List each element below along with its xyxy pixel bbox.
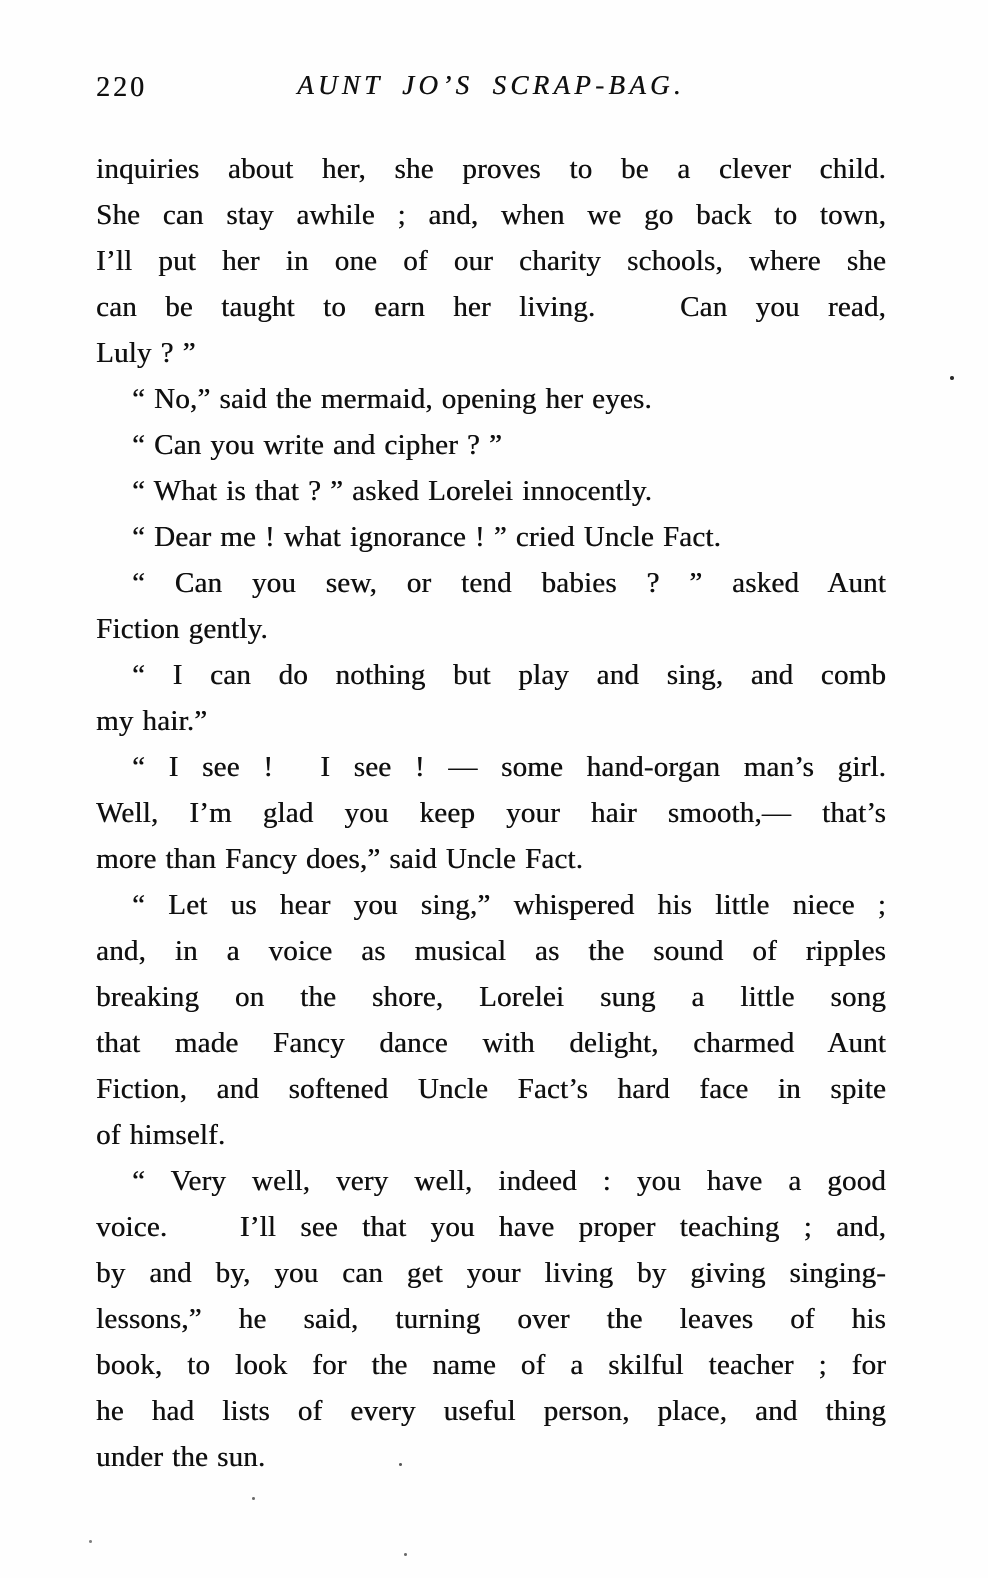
- scan-speck: [950, 376, 954, 380]
- text-line: and, in a voice as musical as the sound of ripples: [96, 935, 886, 967]
- text-line: I’ll put her in one of our charity schools, where she: [96, 245, 886, 277]
- text-line: breaking on the shore, Lorelei sung a little song: [96, 981, 886, 1013]
- text-line: Fiction, and softened Uncle Fact’s hard face in spite: [96, 1073, 886, 1105]
- text-line: “ Very well, very well, indeed : you have a good: [132, 1165, 886, 1197]
- page-header: [96, 70, 886, 110]
- text-line: “ What is that ? ” asked Lorelei innocently.: [132, 475, 653, 507]
- text-line: Fiction gently.: [96, 613, 268, 645]
- text-line: book, to look for the name of a skilful teacher ; for: [96, 1349, 886, 1381]
- scan-speck: [252, 1497, 255, 1500]
- text-line: he had lists of every useful person, place, and thing: [96, 1395, 886, 1427]
- text-line: inquiries about her, she proves to be a clever child.: [96, 153, 886, 185]
- text-line: “ Dear me ! what ignorance ! ” cried Uncle Fact.: [132, 521, 722, 553]
- text-line: “ Can you write and cipher ? ”: [132, 429, 502, 461]
- text-line: my hair.”: [96, 705, 208, 737]
- text-line: voice. I’ll see that you have proper teaching ; and,: [96, 1211, 886, 1243]
- text-line: She can stay awhile ; and, when we go back to town,: [96, 199, 886, 231]
- scan-speck: [399, 1463, 402, 1466]
- scan-speck: [89, 1540, 92, 1543]
- page-number: 220: [96, 72, 147, 103]
- text-line: more than Fancy does,” said Uncle Fact.: [96, 843, 584, 875]
- scan-speck: [404, 1553, 407, 1556]
- page-body: [96, 146, 886, 1480]
- text-line: of himself.: [96, 1119, 226, 1151]
- text-line: can be taught to earn her living. Can you read,: [96, 291, 886, 323]
- text-line: Well, I’m glad you keep your hair smooth,— that’s: [96, 797, 886, 829]
- text-line: lessons,” he said, turning over the leaves of his: [96, 1303, 886, 1335]
- text-line: “ No,” said the mermaid, opening her eyes.: [132, 383, 652, 415]
- text-line: “ I see ! I see ! — some hand-organ man’s girl.: [132, 751, 886, 783]
- text-line: Luly ? ”: [96, 337, 196, 369]
- text-line: by and by, you can get your living by giving singing-: [96, 1257, 886, 1289]
- text-line: under the sun.: [96, 1441, 266, 1473]
- text-line: “ Can you sew, or tend babies ? ” asked Aunt: [132, 567, 886, 599]
- text-line: “ Let us hear you sing,” whispered his little niece ;: [132, 889, 886, 921]
- text-line: that made Fancy dance with delight, charmed Aunt: [96, 1027, 886, 1059]
- running-title: AUNT JO’S SCRAP-BAG.: [297, 70, 685, 100]
- text-line: “ I can do nothing but play and sing, and comb: [132, 659, 886, 691]
